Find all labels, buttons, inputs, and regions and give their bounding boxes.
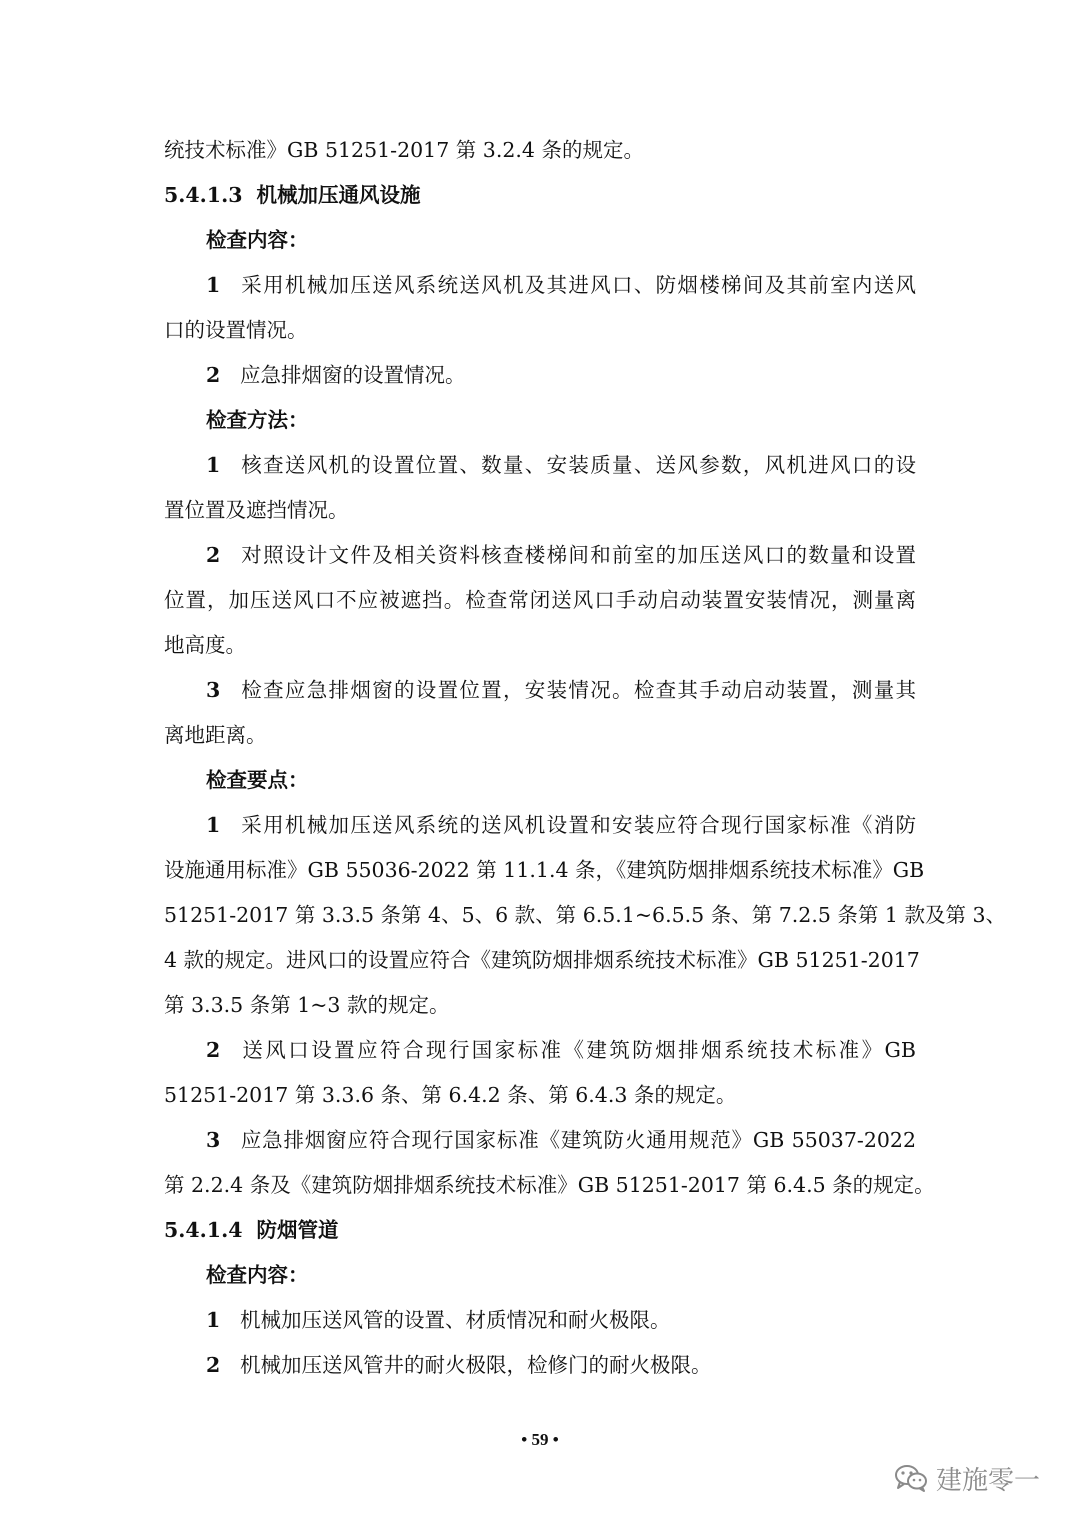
item-text: 采用机械加压送风系统送风机及其进风口、防烟楼梯间及其前室内送风 [240,273,916,297]
item-text: 检查应急排烟窗的设置位置，安装情况。检查其手动启动装置，测量其 [240,678,916,702]
list-item [164,668,916,713]
paragraph-line: 设施通用标准》GB 55036-2022 第 11.1.4 条，《建筑防烟排烟系统技术标准》GB [164,858,925,882]
paragraph-line: 地高度。 [164,633,246,657]
paragraph-line: 51251-2017 第 3.3.5 条第 4、5、6 款、第 6.5.1~6.5.5 条、第 7.2.5 条第 1 款及第 3、 [164,903,1007,927]
section-title: 机械加压通风设施 [256,183,421,207]
list-item [164,1118,916,1163]
item-text: 采用机械加压送风系统的送风机设置和安装应符合现行国家标准《消防 [240,813,916,837]
item-number: 2 [206,363,221,387]
paragraph-line: 置位置及遮挡情况。 [164,498,349,522]
document-page [164,128,1007,1388]
item-number: 3 [206,1128,221,1152]
list-item [164,803,916,848]
subheading: 检查内容： [206,1263,309,1287]
watermark-text: 建施零一 [935,1465,1040,1496]
section-number: 5.4.1.3 [164,183,243,207]
list-item [164,443,916,488]
item-number: 2 [206,543,221,567]
paragraph-line: 统技术标准》GB 51251-2017 第 3.2.4 条的规定。 [164,138,644,162]
item-text: 对照设计文件及相关资料核查楼梯间和前室的加压送风口的数量和设置 [240,543,916,567]
paragraph-line: 51251-2017 第 3.3.6 条、第 6.4.2 条、第 6.4.3 条的规定。 [164,1083,737,1107]
subheading: 检查要点： [206,768,309,792]
list-item [164,1343,916,1388]
item-text: 应急排烟窗的设置情况。 [240,363,466,387]
item-number: 1 [206,1308,221,1332]
item-number: 2 [206,1038,221,1062]
list-item [164,353,916,398]
section-title: 防烟管道 [256,1218,339,1242]
item-text: 机械加压送风管井的耐火极限，检修门的耐火极限。 [240,1353,712,1377]
paragraph-line: 4 款的规定。进风口的设置应符合《建筑防烟排烟系统技术标准》GB 51251-2017 [164,948,920,972]
section-heading [164,173,916,218]
subheading: 检查内容： [206,228,309,252]
section-number: 5.4.1.4 [164,1218,243,1242]
item-number: 1 [206,813,221,837]
paragraph-line: 第 2.2.4 条及《建筑防烟排烟系统技术标准》GB 51251-2017 第 6.4.5 条的规定。 [164,1173,935,1197]
item-number: 3 [206,678,221,702]
item-text: 应急排烟窗应符合现行国家标准《建筑防火通用规范》GB 55037-2022 [240,1128,916,1152]
list-item [164,533,916,578]
item-number: 1 [206,273,221,297]
list-item [164,1028,916,1073]
wechat-icon [894,1463,928,1493]
list-item [164,1298,916,1343]
paragraph-line: 离地距离。 [164,723,267,747]
item-text: 核查送风机的设置位置、数量、安装质量、送风参数，风机进风口的设 [240,453,916,477]
item-number: 2 [206,1353,221,1377]
subheading: 检查方法： [206,408,309,432]
item-text: 送风口设置应符合现行国家标准《建筑防烟排烟系统技术标准》GB [240,1038,916,1062]
list-item [164,263,916,308]
item-number: 1 [206,453,221,477]
paragraph-line: 口的设置情况。 [164,318,308,342]
page-number: • 59 • [521,1430,559,1449]
paragraph-line: 第 3.3.5 条第 1~3 款的规定。 [164,993,450,1017]
section-heading [164,1208,916,1253]
paragraph-line: 位置，加压送风口不应被遮挡。检查常闭送风口手动启动装置安装情况，测量离 [164,588,916,612]
item-text: 机械加压送风管的设置、材质情况和耐火极限。 [240,1308,671,1332]
watermark [894,1458,1040,1498]
